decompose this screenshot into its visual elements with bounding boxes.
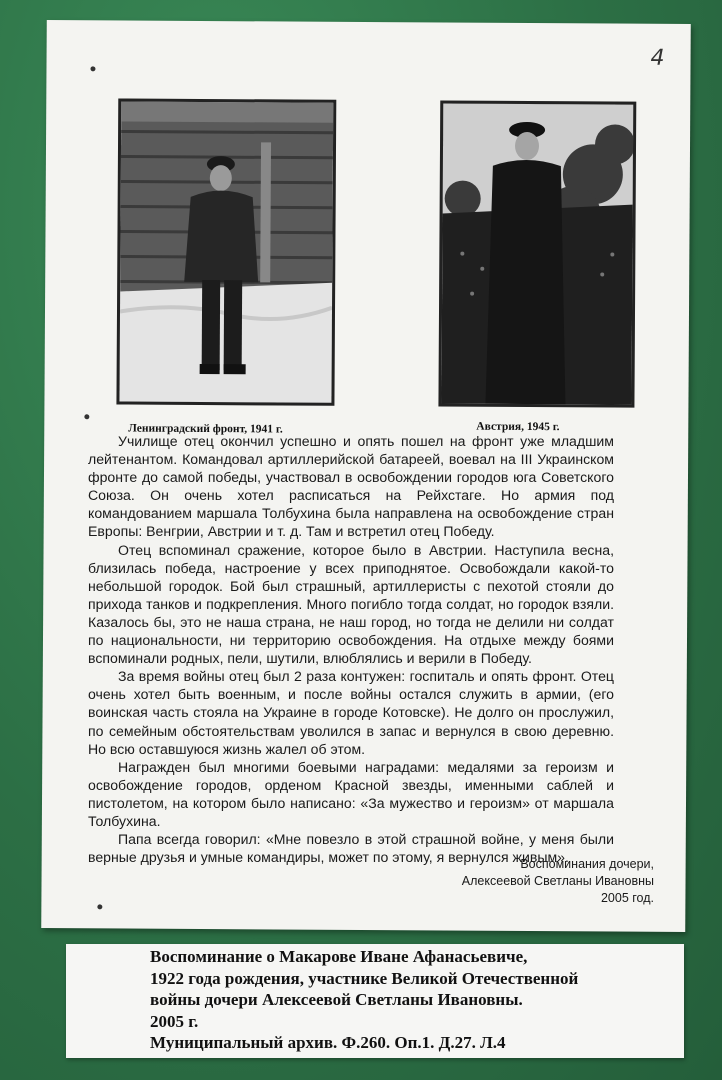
photo-caption: Ленинградский фронт, 1941 г.	[128, 422, 283, 436]
paragraph: Награжден был многими боевыми наградами: медалями за героизм и освобождение городов, орденом Красной звезды, именными саблей и пистолетом, на котором было написано: «За мужество и героизм» от маршала Толбухина.	[88, 758, 614, 829]
paragraph: Отец вспоминал сражение, которое было в Австрии. Наступила весна, близилась победа, настроение у всех приподнятое. Освобождали какой-то небольшой городок. Бой был страшный, артиллеристы с пехотой стояли до прихода танков и подкрепления. Много погибло тогда солдат, но городок взяли. Казалось бы, это не наша страна, не наш город, но тогда не делили ни солдат по национальности, ни территорию освобождения. На отдыхе между боями вспоминали родных, пели, шутили, влюблялись и верили в Победу.	[88, 541, 614, 667]
signature-block	[462, 856, 654, 907]
signature-line: Воспоминания дочери,	[520, 857, 654, 871]
label-line: 1922 года рождения, участнике Великой Отечественной	[150, 968, 579, 988]
label-line: Муниципальный архив. Ф.260. Оп.1. Д.27. Л.4	[150, 1033, 506, 1052]
archive-label	[66, 944, 684, 1058]
label-line: 2005 г.	[150, 1011, 199, 1031]
label-line: Воспоминание о Макарове Иване Афанасьевиче,	[150, 947, 528, 966]
label-line: войны дочери Алексеевой Светланы Ивановны.	[150, 990, 523, 1009]
paragraph: Папа всегда говорил: «Мне повезло в этой страшной войне, у меня были верные друзья и умные командиры, может по этому, я вернулся живым».	[88, 831, 614, 866]
paragraph: Училище отец окончил успешно и опять пошел на фронт уже младшим лейтенантом. Командовал артиллерийской батареей, воевал на III Украинском фронте до самой победы, участвовал в освобождении городов юга Советского Союза. Он очень хотел расписаться на Рейхстаге. Но армия под командованием маршала Толбухина была направлена на освобождение стран Европы: Венгрии, Австрии и т. д. Там и встретил отец Победу.	[88, 433, 614, 540]
signature-line: Алексеевой Светланы Ивановны	[461, 874, 654, 888]
photo-leningrad-front	[116, 98, 336, 405]
page-number: 4	[650, 45, 665, 71]
pin-hole	[90, 66, 95, 71]
pin-hole	[84, 414, 89, 419]
paragraph: За время войны отец был 2 раза контужен: госпиталь и опять фронт. Отец очень хотел быть военным, и после войны остался служить в армии, (его воинская часть стояла на Украине в городе Котовске). Не долго он прослужил, по семейным обстоятельствам уволился в запас и вернулся в свою деревню. Но всю оставшуюся жизнь жалел об этом.	[88, 668, 614, 757]
photo-caption: Австрия, 1945 г.	[476, 420, 560, 434]
signature-line: 2005 год.	[600, 891, 654, 905]
photo-austria	[438, 100, 636, 407]
memoir-text	[88, 432, 614, 866]
pin-hole	[97, 904, 102, 909]
